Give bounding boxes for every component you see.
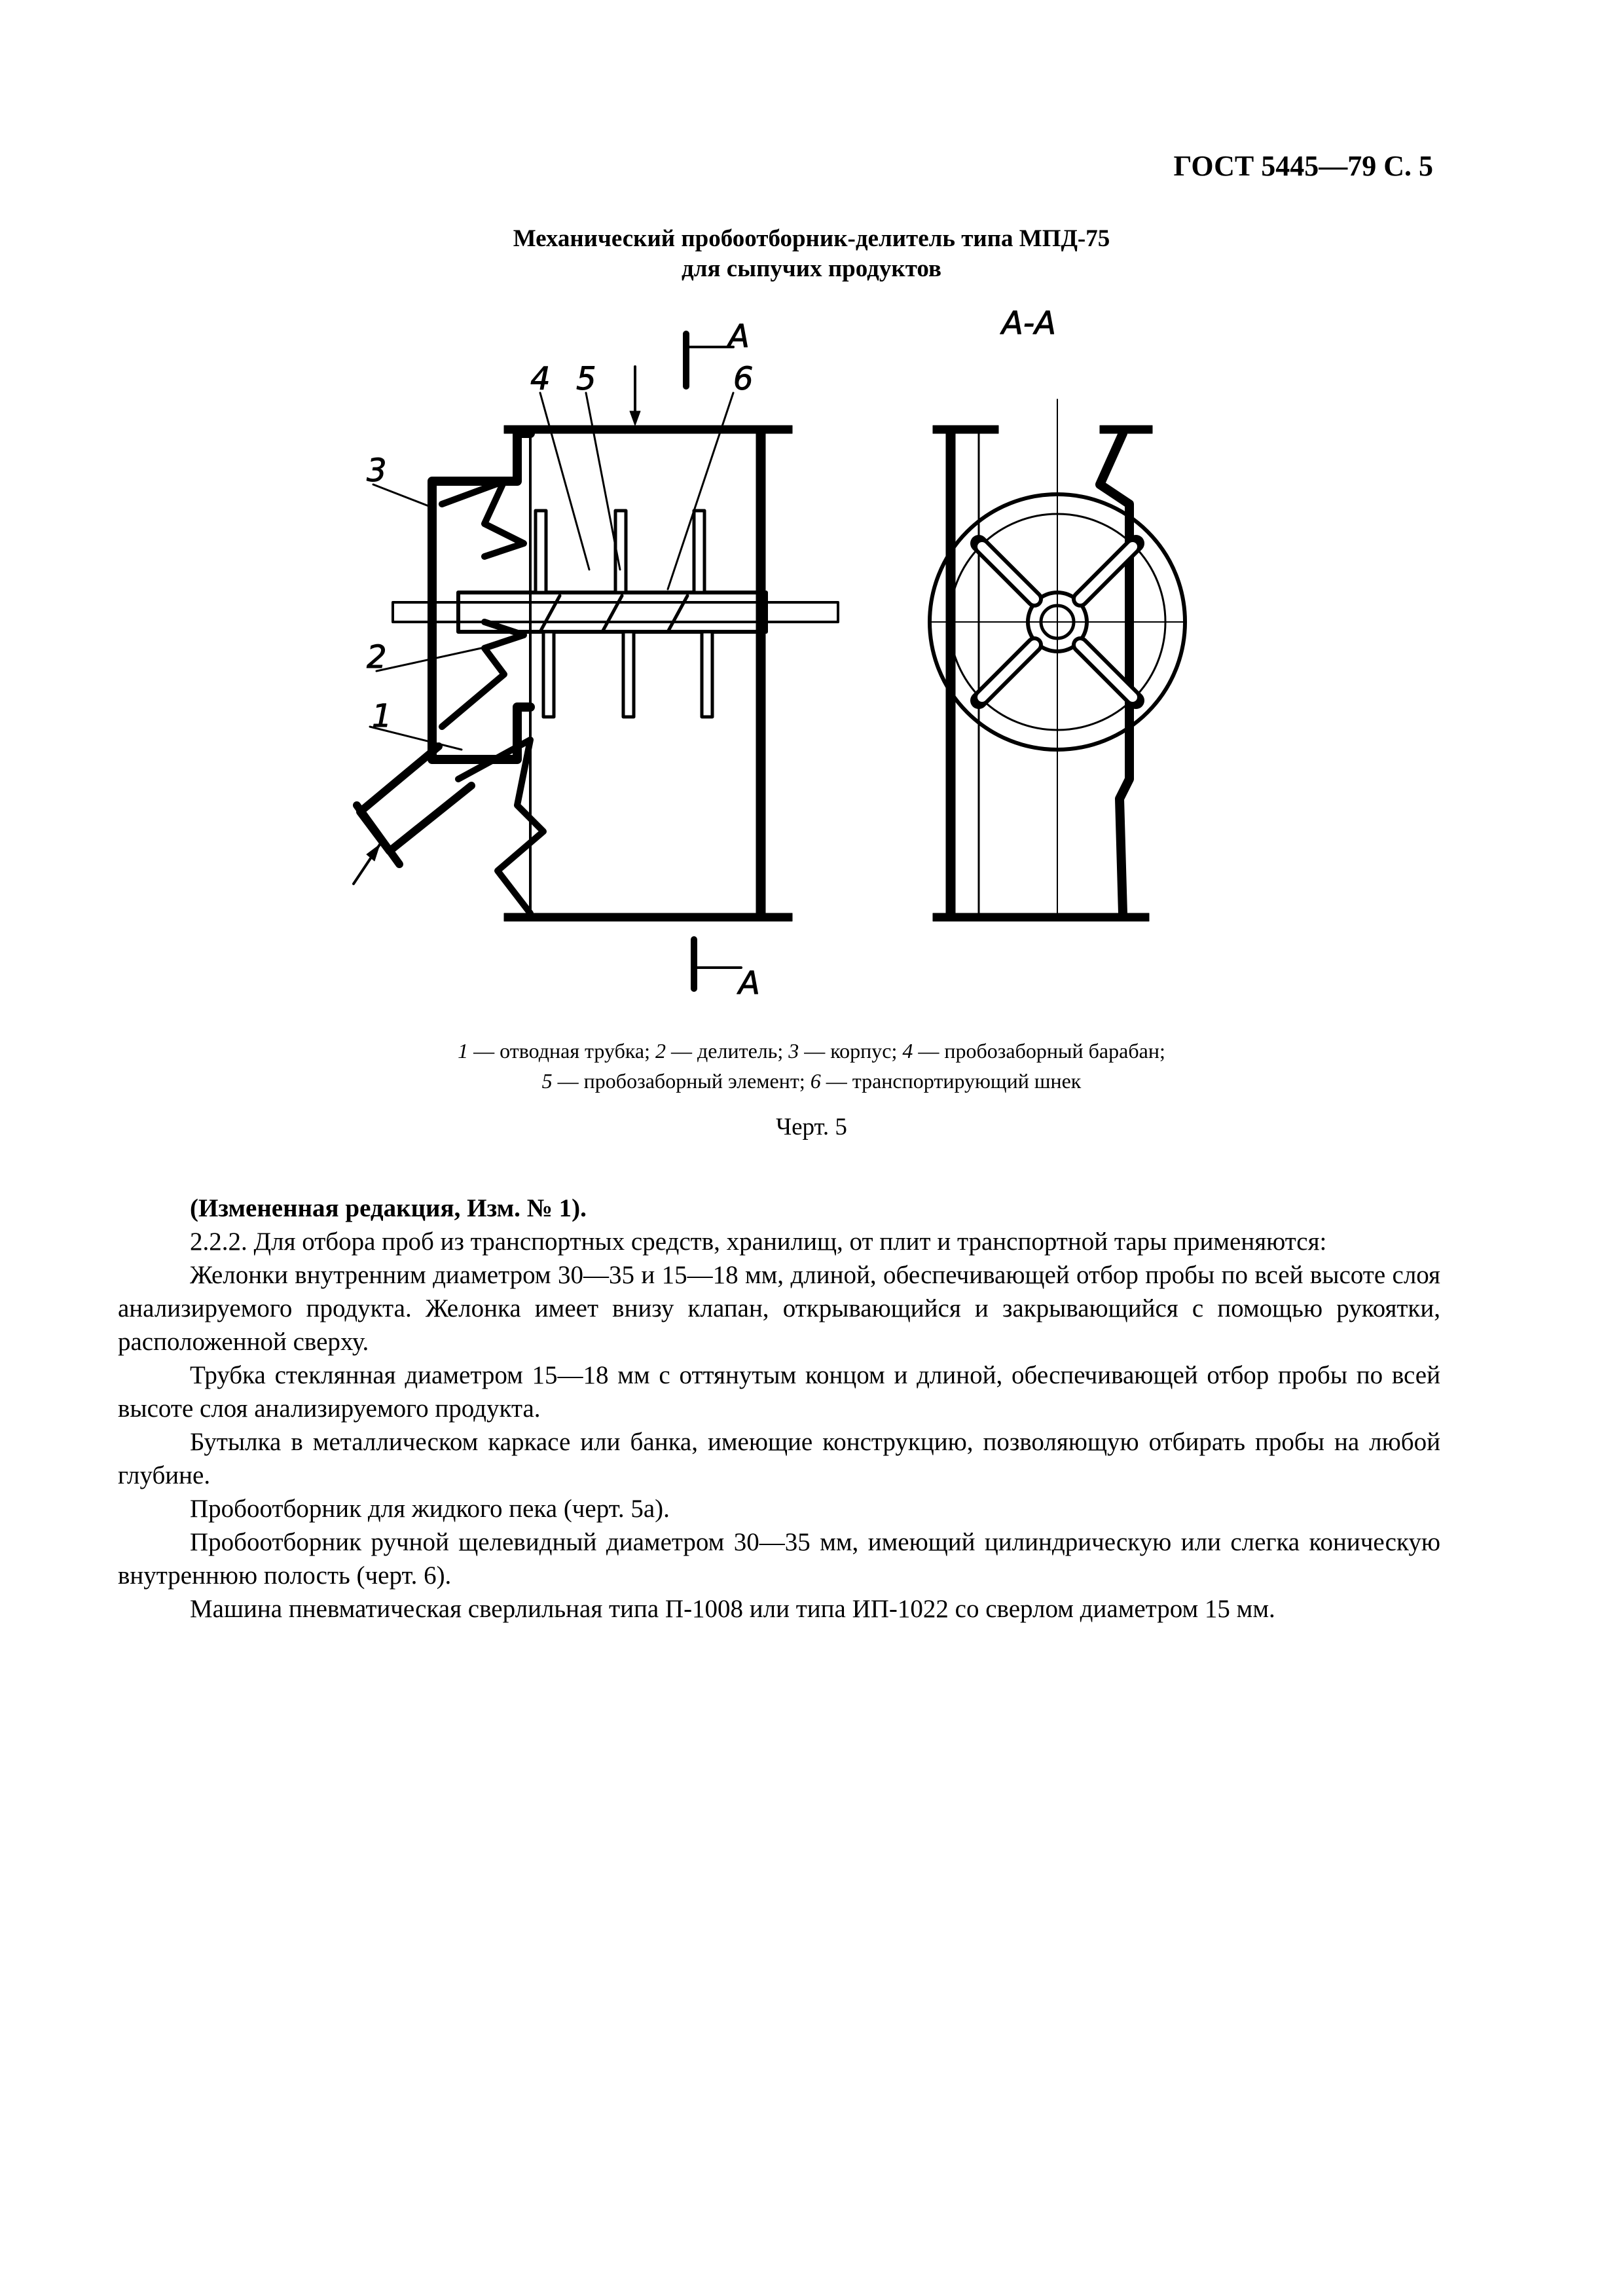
divider [442,481,524,727]
figure-title-line-1: Механический пробоотборник-делитель типа МПД-75 [513,225,1110,252]
paragraph-zhelonki: Желонки внутренним диаметром 30—35 и 15—18 мм, длиной, обеспечивающей отбор пробы по всей высоте слоя анализируемого продукта. Желонка имеет внизу клапан, открывающийся и закрывающийся с помощью рукоятки, расположенной сверху. [118,1261,1440,1356]
legend-text-2: — делитель; [666,1039,789,1063]
paragraph-glass-tube: Трубка стеклянная диаметром 15—18 мм с оттянутым концом и длиной, обеспечивающей отбор пробы по всей высоте слоя анализируемого продукта. [118,1361,1440,1423]
callout-4: 4 [530,361,551,397]
legend-num-6: 6 [810,1069,821,1093]
legend-text-5: — пробозаборный элемент; [552,1069,811,1093]
section-view [930,308,1185,921]
housing-outline [432,433,530,759]
section-bottom-flange [933,913,1149,921]
legend-num-1: 1 [458,1039,469,1063]
sampling-elements [536,511,712,717]
paragraph-slot-sampler: Пробоотборник ручной щелевидный диаметром 30—35 мм, имеющий цилиндрическую или слегка коническую внутреннюю полость (черт. 6). [118,1528,1440,1590]
section-label: А-А [1002,308,1056,342]
body-text [118,1192,1440,1626]
legend-num-4: 4 [902,1039,913,1063]
callout-5: 5 [576,361,596,397]
cut-label-top: А [728,318,750,355]
paragraph-liquid-pitch-sampler: Пробоотборник для жидкого пека (черт. 5а). [190,1495,670,1523]
callout-2: 2 [367,639,387,676]
paragraph-amendment: (Измененная редакция, Изм. № 1). [190,1194,587,1222]
legend-line-2 [0,1066,1623,1096]
callout-3: 3 [367,452,387,489]
section-left-wall [946,433,955,913]
bottom-flange [504,913,792,921]
section-top-flange-left [933,426,998,433]
discharge-arrowhead [367,845,380,861]
legend-line-1 [0,1036,1623,1066]
paragraph-drilling-machine: Машина пневматическая сверлильная типа П-1008 или типа ИП-1022 со сверлом диаметром 15 мм. [190,1595,1275,1623]
legend-num-2: 2 [655,1039,666,1063]
callout-6: 6 [733,361,754,397]
legend-text-3: — корпус; [799,1039,903,1063]
figure-caption: Черт. 5 [776,1114,847,1140]
paragraph-2-2-2: 2.2.2. Для отбора проб из транспортных средств, хранилищ, от плит и транспортной тары применяются: [190,1228,1327,1256]
legend-text-4: — пробозаборный барабан; [913,1039,1165,1063]
legend-num-3: 3 [788,1039,799,1063]
cut-label-bottom: А [739,965,760,1002]
legend-text-1: — отводная трубка; [468,1039,655,1063]
figure-title [0,224,1623,284]
callout-1: 1 [372,698,392,735]
figure-legend [0,1036,1623,1096]
right-wall [756,433,765,913]
legend-num-5: 5 [541,1069,553,1093]
inlet-arrowhead [630,411,640,426]
paragraph-bottle: Бутылка в металлическом каркасе или банка, имеющие конструкцию, позволяющую отбирать пробы на любой глубине. [118,1428,1440,1489]
technical-drawing [327,308,1244,1002]
legend-text-6: — транспортирующий шнек [820,1069,1082,1093]
top-flange [504,426,792,433]
figure-title-line-2: для сыпучих продуктов [682,255,941,282]
page-header: ГОСТ 5445—79 С. 5 [1173,150,1433,182]
side-view [354,318,838,1002]
